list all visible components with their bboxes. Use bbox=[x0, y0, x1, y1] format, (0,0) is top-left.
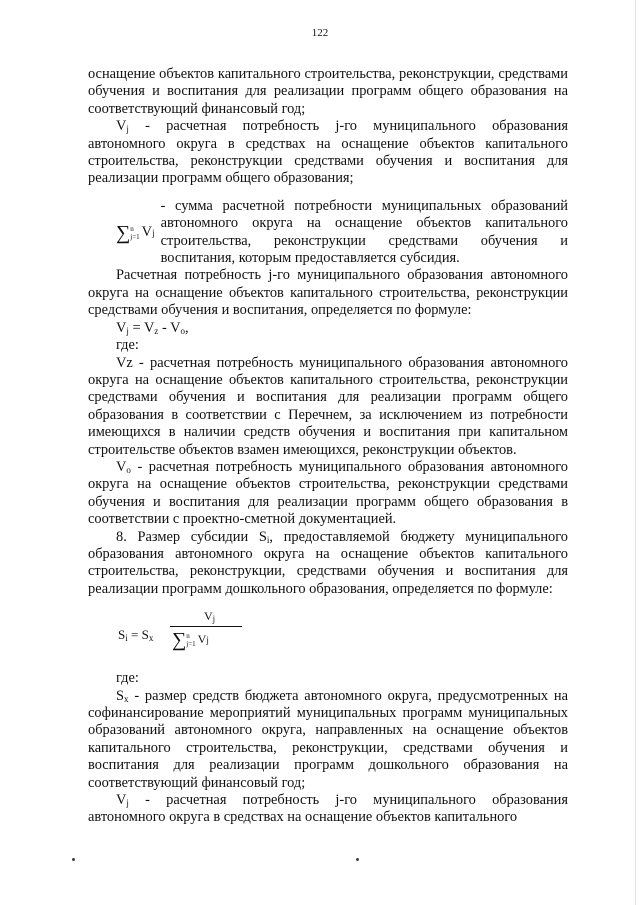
sum-definition-text: - сумма расчетной потребности муниципальных образований автономного округа на оснащение объектов капитального строительства, реконструкции средствами обучения и воспитания, которым предоставляется субсидия. bbox=[160, 197, 568, 267]
formula-si bbox=[88, 600, 568, 670]
definition-sx: $S_x$ - размер средств бюджета автономного округа, предусмотренных на софинансирование мероприятий муниципальных программ муниципальных образований автономного округа, направленных на оснащение объектов капитального строительства, реконструкции, средствами обучения и воспитания для реализации программ дошкольного образования на соответствующий финансовый год; bbox=[88, 687, 568, 791]
scan-dot bbox=[72, 858, 75, 861]
page-number: 122 bbox=[311, 27, 329, 39]
paragraph-calculation: Расчетная потребность j-го муниципального образования автономного округа на оснащение объектов капитального строительства, реконструкции средствами обучения и воспитания, определяется по формуле: bbox=[88, 267, 568, 319]
paragraph-continuation: оснащение объектов капитального строительства, реконструкции, средствами обучения и воспитания для реализации программ общего образования на соответствующий финансовый год; bbox=[88, 66, 568, 117]
scan-dot bbox=[356, 858, 359, 861]
definition-vz: Vz - расчетная потребность муниципального образования автономного округа на оснащение объектов капитального строительства, реконструкции средствами обучения и воспитания для реализации программ общего образования в соответствии с Перечнем, за исключением из потребности имеющихся в наличии средств обучения и воспитания при капитальном строительстве объектов взамен имеющихся, реконструкции объектов. bbox=[88, 354, 568, 458]
formula-si-numerator: $V_j$ bbox=[204, 609, 216, 625]
definition-vj: $V_j$ - расчетная потребность j-го муниципального образования автономного округа в средствах на оснащение объектов капитального строительства, реконструкции средствами обучения и воспитания для реализации программ общего образования; bbox=[88, 118, 568, 187]
page-edge-line bbox=[635, 0, 636, 905]
definition-sum-vj bbox=[88, 198, 568, 268]
where-label: где: bbox=[116, 337, 139, 354]
formula-vj: $V_j = V_z - V_o$, bbox=[116, 319, 189, 336]
sum-symbol: ∑ n j=1 V j bbox=[116, 221, 155, 244]
paragraph-8: 8. Размер субсидии $S_i$, предоставляемой бюджету муниципального образования автономного округа на оснащение объектов капитального строительства, реконструкции, средствами обучения и воспитания для реализации программ дошкольного образования, определяется по формуле: bbox=[88, 528, 568, 597]
definition-vo: $V_o$ - расчетная потребность муниципального образования автономного округа на оснащение объектов строительства, реконструкции средствами обучения и воспитания для реализации программ общего образования в соответствии с проектно-сметной документацией. bbox=[88, 458, 568, 528]
definition-vj-continued: $V_j$ - расчетная потребность j-го муниципального образования автономного округа в средствах на оснащение объектов капитального bbox=[88, 792, 568, 826]
fraction-line bbox=[170, 626, 242, 627]
document-body bbox=[88, 66, 568, 827]
formula-si-lhs: $S_i = S_x$ bbox=[118, 627, 154, 644]
formula-si-denominator: ∑ n j=1 V j bbox=[172, 629, 209, 652]
where-label: где: bbox=[116, 670, 139, 687]
